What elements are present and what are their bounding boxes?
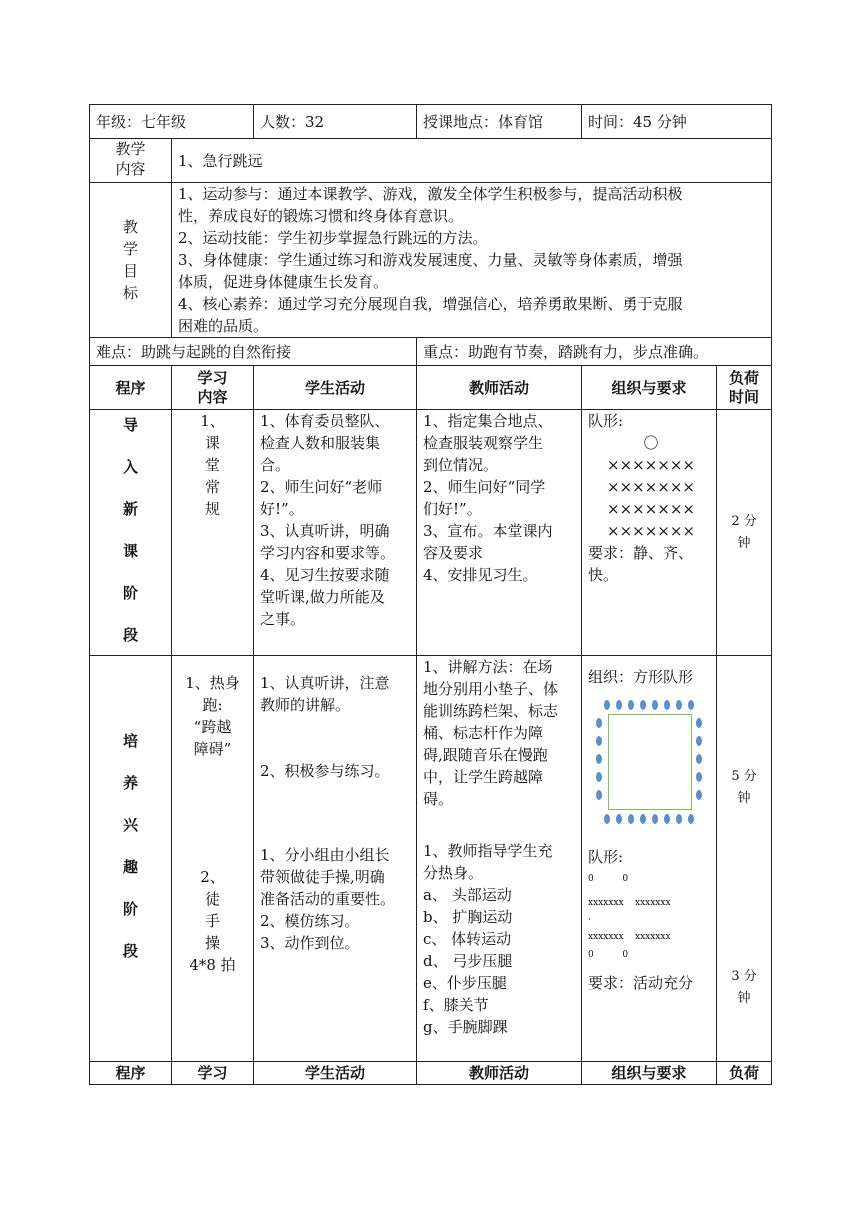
col-teacher: 教师活动: [417, 366, 582, 410]
col-study: 学习 内容: [172, 366, 254, 410]
column-header-row: [90, 366, 772, 410]
stage1-student: 1、体育委员整队、 检查人数和服装集 合。 2、师生问好“老师 好!”。 3、认真听讲，明确 学习内容和要求等。 4、见习生按要求随 堂听课,做力所能及 之事。: [254, 410, 417, 656]
student-dot-icon: [696, 790, 702, 800]
difficulty-row: [90, 338, 772, 366]
col-student: 学生活动: [254, 366, 417, 410]
student-dot-icon: [696, 736, 702, 746]
student-dot-icon: [696, 718, 702, 728]
content-row: [90, 139, 772, 183]
student-dot-icon: [676, 700, 682, 710]
col-procedure: 程序: [90, 366, 172, 410]
student-dot-icon: [688, 814, 694, 824]
student-dot-icon: [676, 814, 682, 824]
student-dot-icon: [596, 790, 602, 800]
content-value: 1、急行跳远: [172, 139, 772, 183]
stage1-org: 队形: 〇 ××××××× ××××××× ××××××× ××××××× 要求：静、齐、 快。: [582, 410, 717, 656]
difficulty-cell: 难点：助跳与起跳的自然衔接: [90, 338, 417, 366]
stage2-study: 1、热身 跑: “跨越 障碍” 2、 徒 手 操 4*8 拍: [172, 656, 254, 1062]
student-dot-icon: [604, 814, 610, 824]
keypoint-cell: 重点：助跑有节奏，踏跳有力，步点准确。: [417, 338, 772, 366]
formation-row: ×××××××: [607, 500, 695, 518]
student-dot-icon: [616, 814, 622, 824]
footer-org: 组织与要求: [582, 1062, 717, 1085]
student-dot-icon: [596, 736, 602, 746]
formation-row: ×××××××: [607, 522, 695, 540]
footer-student: 学生活动: [254, 1062, 417, 1085]
col-load: 负荷 时间: [717, 366, 772, 410]
student-dot-icon: [688, 700, 694, 710]
student-dot-icon: [696, 754, 702, 764]
student-dot-icon: [596, 772, 602, 782]
student-dot-icon: [664, 700, 670, 710]
stage2-name: 培 养 兴 趣 阶 段: [90, 656, 172, 1062]
footer-load: 负荷: [717, 1062, 772, 1085]
grade-cell: 年级：七年级: [90, 105, 254, 139]
stage2-org: 组织：方形队形 队形: 0 0 xxxxxxx xxxxxxx ˌ xxxxxxx xxxxxxx 0 0 要求：活动充分: [582, 656, 717, 1062]
stage1-time: 2 分 钟: [717, 410, 772, 656]
formation-row: ×××××××: [607, 478, 695, 496]
formation-row: ×××××××: [607, 456, 695, 474]
student-dot-icon: [628, 700, 634, 710]
lesson-plan-table: [89, 104, 772, 1085]
location-cell: 授课地点：体育馆: [417, 105, 582, 139]
stage2-time: 5 分 钟 3 分 钟: [717, 656, 772, 1062]
goals-text: 1、运动参与：通过本课教学、游戏，激发全体学生积极参与，提高活动积极 性，养成良好的锻炼习惯和终身体育意识。 2、运动技能：学生初步掌握急行跳远的方法。 3、身体健康：学生通过练习和游戏发展速度、力量、灵敏等身体素质，增强 体质，促进身体健康生长发育。 4、核心素养：通过学习充分展现自我，增强信心，培养勇敢果断、勇于克服 困难的品质。: [172, 183, 772, 338]
student-dot-icon: [640, 700, 646, 710]
student-dot-icon: [696, 772, 702, 782]
student-dot-icon: [652, 700, 658, 710]
footer-procedure: 程序: [90, 1062, 172, 1085]
student-dot-icon: [652, 814, 658, 824]
content-label: 教学 内容: [90, 139, 172, 183]
square-formation-diagram: [594, 698, 704, 828]
stage2-teacher: 1、讲解方法：在场 地分别用小垫子、体 能训练跨栏架、标志 桶、标志杆作为障 碍,跟随音乐在慢跑 中，让学生跨越障 碍。 1、教师指导学生充 分热身。 a、 头部运动 b、 扩胸运动 c、 体转运动 d、 弓步压腿 e、仆步压腿 f、膝关节 g、手腕脚踝: [417, 656, 582, 1062]
footer-teacher: 教师活动: [417, 1062, 582, 1085]
student-dot-icon: [664, 814, 670, 824]
footer-study: 学习: [172, 1062, 254, 1085]
lesson-plan: [89, 104, 771, 1085]
formation-label: 队形:: [588, 412, 624, 430]
exercise-formation-diagram: 0 0 xxxxxxx xxxxxxx ˌ xxxxxxx xxxxxxx 0 0: [588, 874, 671, 960]
header-row: [90, 105, 772, 139]
goals-label: 教 学 目 标: [90, 183, 172, 338]
stage1-row: [90, 410, 772, 656]
teacher-position-icon: 〇: [643, 434, 659, 452]
student-dot-icon: [640, 814, 646, 824]
stage1-study: 1、 课 堂 常 规: [172, 410, 254, 656]
square-field-shape: [608, 714, 692, 810]
square-formation-label: 组织：方形队形: [588, 668, 694, 686]
time-cell: 时间：45 分钟: [582, 105, 772, 139]
stage2-row: [90, 656, 772, 1062]
stage1-name: 导 入 新 课 阶 段: [90, 410, 172, 656]
stage2-student: 1、认真听讲，注意 教师的讲解。 2、积极参与练习。 1、分小组由小组长 带领做徒手操,明确 准备活动的重要性。 2、模仿练习。 3、动作到位。: [254, 656, 417, 1062]
goals-row: [90, 183, 772, 338]
footer-header-row: [90, 1062, 772, 1085]
stage1-teacher: 1、指定集合地点、 检查服装观察学生 到位情况。 2、师生问好“同学 们好!”。 3、宣布。本堂课内 容及要求 4、安排见习生。: [417, 410, 582, 656]
student-dot-icon: [596, 754, 602, 764]
student-dot-icon: [616, 700, 622, 710]
col-org: 组织与要求: [582, 366, 717, 410]
student-dot-icon: [628, 814, 634, 824]
student-dot-icon: [596, 718, 602, 728]
student-dot-icon: [604, 700, 610, 710]
count-cell: 人数：32: [254, 105, 417, 139]
formation-label: 队形:: [588, 848, 624, 866]
